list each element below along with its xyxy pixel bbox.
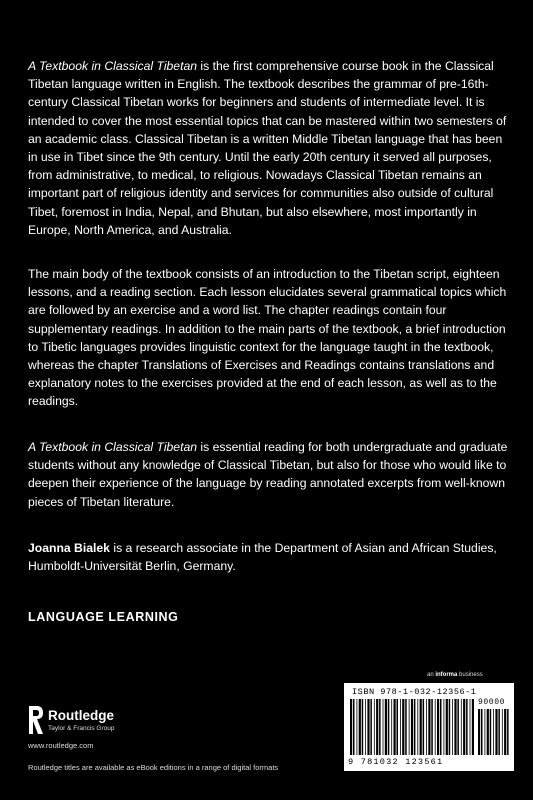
publisher-url[interactable]: www.routledge.com <box>28 741 94 750</box>
isbn-barcode <box>344 683 514 771</box>
book-title-italic: A Textbook in Classical Tibetan <box>28 59 198 73</box>
ebook-footer-note: Routledge titles are available as eBook editions in a range of digital formats <box>28 763 279 772</box>
audience-paragraph <box>28 438 510 511</box>
audience-text: is essential reading for both undergraduate and graduate students without any knowledge of Classical Tibetan, but also for those who would like to deepen their experience of the language by reading annotated excerpts from well-known pieces of Tibetan literature. <box>28 440 508 509</box>
book-title-italic: A Textbook in Classical Tibetan <box>28 440 198 454</box>
barcode-bars <box>350 699 474 755</box>
publisher-group: Taylor & Francis Group <box>48 725 115 732</box>
author-bio-text: is a research associate in the Department of Asian and African Studies, Humboldt-Universität Berlin, Germany. <box>28 541 497 574</box>
informa-suffix: business <box>457 672 483 678</box>
routledge-r-icon <box>28 705 44 735</box>
informa-brand: informa <box>435 672 458 678</box>
barcode-addon-bars <box>478 709 510 755</box>
author-name: Joanna Bialek <box>28 541 110 555</box>
intro-text: is the first comprehensive course book in the Classical Tibetan language written in English. The textbook describes the grammar of pre-16th-century Classical Tibetan works for beginners and students of intermediate level. It is intended to cover the most essential topics that can be mastered within two semesters of an academic class. Classical Tibetan is a written Middle Tibetan language that has been in use in Tibet since the 9th century. Until the early 20th century it served all purposes, from administrative, to medical, to religious. Nowadays Classical Tibetan remains an important part of religious identity and services for communities also outside of cultural Tibet, foremost in India, Nepal, and Bhutan, but also elsewhere, most importantly in Europe, North America, and Australia. <box>28 59 507 237</box>
intro-paragraph <box>28 57 510 239</box>
informa-tagline <box>427 672 483 678</box>
isbn-label: ISBN 978-1-032-12356-1 <box>352 687 477 697</box>
informa-prefix: an <box>427 672 436 678</box>
publisher-name: Routledge <box>48 708 114 723</box>
routledge-logo <box>28 704 138 740</box>
barcode-digits: 9 781032 123561 <box>348 757 444 767</box>
author-bio <box>28 539 510 575</box>
price-addon-code: 90000 <box>478 698 506 707</box>
body-paragraph: The main body of the textbook consists of an introduction to the Tibetan script, eighteen lessons, and a reading section. Each lesson elucidates several grammatical topics which are followed by an exercise and a word list. The chapter readings contain four supplementary readings. In addition to the main parts of the textbook, a brief introduction to Tibetic languages provides linguistic context for the language taught in the textbook, whereas the chapter Translations of Exercises and Readings contains translations and explanatory notes to the exercises provided at the end of each lesson, as well as to the readings. <box>28 267 507 409</box>
subject-category: LANGUAGE LEARNING <box>28 610 179 624</box>
